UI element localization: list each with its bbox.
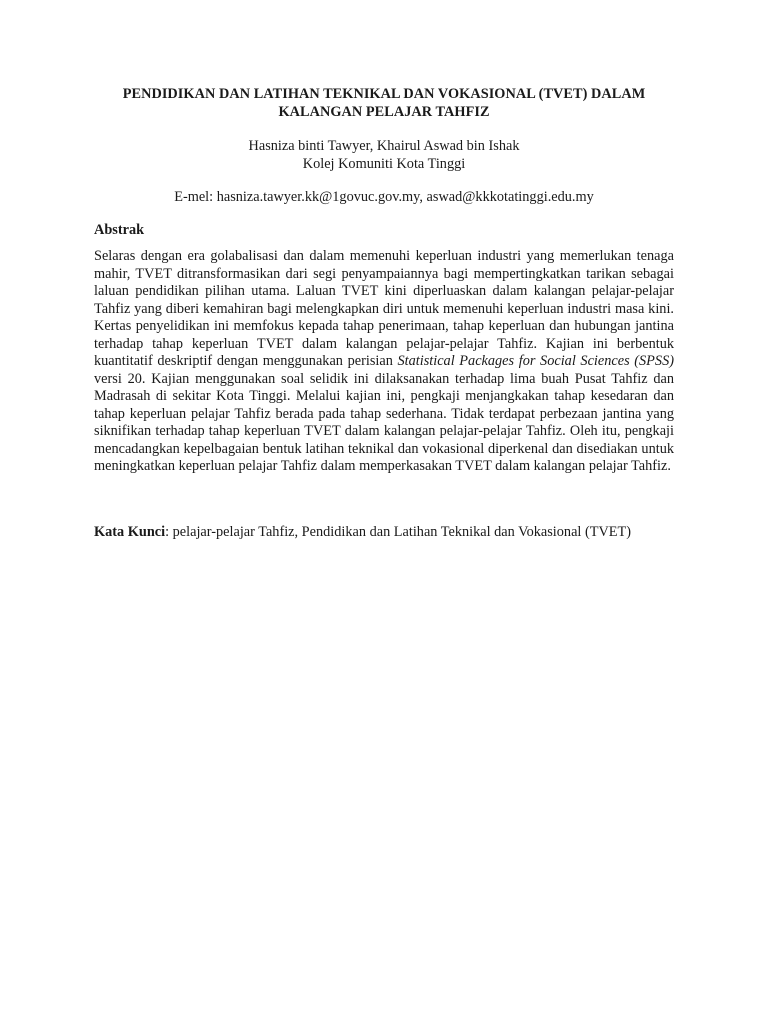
abstract-text-italic: Statistical Packages for Social Sciences (SPSS)	[397, 353, 674, 369]
paper-authors: Hasniza binti Tawyer, Khairul Aswad bin Ishak	[248, 138, 520, 154]
paper-institution: Kolej Komuniti Kota Tinggi	[302, 155, 466, 172]
paper-title: PENDIDIKAN DAN LATIHAN TEKNIKAL DAN VOKASIONAL (TVET) DALAM KALANGAN PELAJAR TAHFIZ	[122, 86, 646, 120]
abstract-text-part1: Selaras dengan era golabalisasi dan dalam memenuhi keperluan industri yang memerlukan tenaga mahir, TVET ditransformasikan dari segi penyampaiannya bagi mempertingkatkan tarikan sebagai laluan pendidikan pilihan utama. Laluan TVET kini diperluaskan dalam kalangan pelajar-pelajar Tahfiz yang diberi kemahiran bagi melengkapkan diri untuk memenuhi keperluan industri masa kini. Kertas penyelidikan ini memfokus kepada tahap penerimaan, tahap keperluan dan hubungan jantina terhadap tahap keperluan TVET dalam kalangan pelajar-pelajar Tahfiz. Kajian ini berbentuk kuantitatif deskriptif dengan menggunakan perisian	[94, 248, 674, 369]
keywords-label: Kata Kunci	[94, 524, 166, 540]
keywords-text: : pelajar-pelajar Tahfiz, Pendidikan dan Latihan Teknikal dan Vokasional (TVET)	[165, 524, 632, 540]
paper-email: E-mel: hasniza.tawyer.kk@1govuc.gov.my, aswad@kkkotatinggi.edu.my	[174, 189, 594, 205]
abstract-heading: Abstrak	[94, 222, 145, 238]
abstract-text-part2: versi 20. Kajian menggunakan soal selidik ini dilaksanakan terhadap lima buah Pusat Tahfiz dan Madrasah di sekitar Kota Tinggi. Melalui kajian ini, pengkaji menjangkakan tahap kesedaran dan tahap keperluan pelajar Tahfiz berada pada tahap sederhana. Tidak terdapat perbezaan jantina yang siknifikan terhadap tahap keperluan TVET dalam kalangan pelajar-pelajar Tahfiz. Oleh itu, pengkaji mencadangkan kepelbagaian bentuk latihan teknikal dan vokasional diperkenal dan disediakan untuk meningkatkan keperluan pelajar Tahfiz dalam memperkasakan TVET dalam kalangan pelajar Tahfiz.	[94, 370, 674, 474]
abstract-body	[94, 248, 674, 476]
keywords-paragraph	[94, 524, 674, 542]
